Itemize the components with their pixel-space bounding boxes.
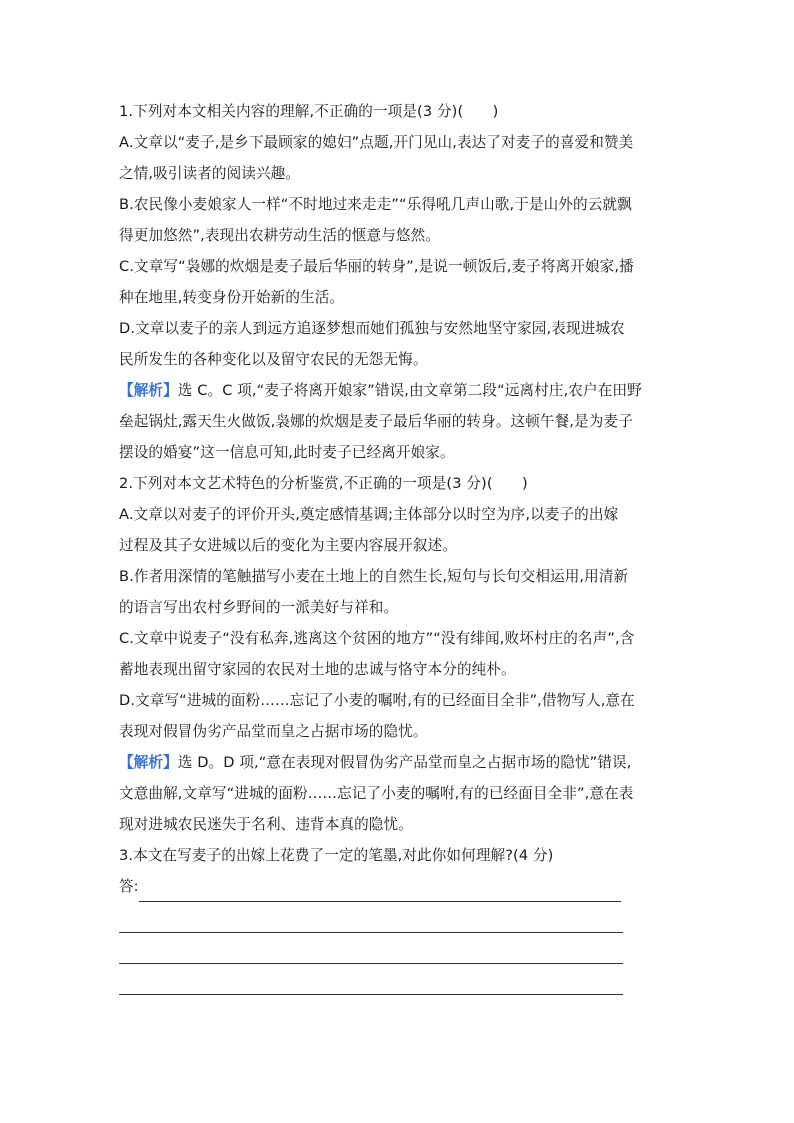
q1-analysis-text: 选 C。C 项,“麦子将离开娘家”错误,由文章第二段“远离村庄,农户在田野 xyxy=(177,382,642,399)
q2-analysis-line2: 文意曲解,文章写“进城的面粉……忘记了小麦的嘱咐,有的已经面目全非”,意在表 xyxy=(119,785,634,802)
q1-option-b-line2: 得更加悠然”,表现出农耕劳动生活的惬意与悠然。 xyxy=(119,227,440,244)
q2-option-d-line1: D.文章写“进城的面粉……忘记了小麦的嘱咐,有的已经面目全非”,借物写人,意在 xyxy=(119,692,635,709)
q2-option-a-line2: 过程及其子女进城以后的变化为主要内容展开叙述。 xyxy=(119,537,457,554)
answer-blank-line-2[interactable] xyxy=(119,902,623,933)
answer-blank-line-4[interactable] xyxy=(119,964,623,995)
answer-blank-line-3[interactable] xyxy=(119,933,623,964)
q2-analysis-text: 选 D。D 项,“意在表现对假冒伪劣产品堂而皇之占据市场的隐忧”错误, xyxy=(177,754,632,771)
q1-option-b-line1: B.农民像小麦娘家人一样“不时地过来走走”“乐得吼几声山歌,于是山外的云就飘 xyxy=(119,196,632,213)
answer-label: 答: xyxy=(119,878,139,895)
q1-option-d-line1: D.文章以麦子的亲人到远方追逐梦想而她们孤独与安然地坚守家园,表现进城农 xyxy=(119,320,625,337)
q2-option-b-line1: B.作者用深情的笔触描写小麦在土地上的自然生长,短句与长句交相运用,用清新 xyxy=(119,568,629,585)
q1-stem: 1.下列对本文相关内容的理解,不正确的一项是(3 分)( ) xyxy=(119,103,499,120)
answer-row xyxy=(119,871,679,902)
q2-analysis-line1 xyxy=(119,747,679,778)
analysis-tag: 【解析】 xyxy=(119,382,178,399)
q1-analysis-line2: 垒起锅灶,露天生火做饭,袅娜的炊烟是麦子最后华丽的转身。这顿午餐,是为麦子 xyxy=(119,413,633,430)
exam-page xyxy=(119,96,679,995)
q2-stem: 2.下列对本文艺术特色的分析鉴赏,不正确的一项是(3 分)( ) xyxy=(119,475,528,492)
q2-option-b-line2: 的语言写出农村乡野间的一派美好与祥和。 xyxy=(119,599,399,616)
answer-blank-line-1[interactable] xyxy=(139,879,621,902)
q1-option-a-line1: A.文章以“麦子,是乡下最顾家的媳妇”点题,开门见山,表达了对麦子的喜爱和赞美 xyxy=(119,134,634,151)
q1-option-d-line2: 民所发生的各种变化以及留守农民的无怨无悔。 xyxy=(119,351,428,368)
q1-analysis-line1 xyxy=(119,375,679,406)
q2-analysis-line3: 现对进城农民迷失于名利、违背本真的隐忧。 xyxy=(119,816,413,833)
q1-option-c-line2: 种在地里,转变身份开始新的生活。 xyxy=(119,289,345,306)
q3-stem: 3.本文在写麦子的出嫁上花费了一定的笔墨,对此你如何理解?(4 分) xyxy=(119,847,554,864)
q2-option-c-line1: C.文章中说麦子“没有私奔,逃离这个贫困的地方”“没有绯闻,败坏村庄的名声”,含 xyxy=(119,630,635,647)
q2-option-a-line1: A.文章以对麦子的评价开头,奠定感情基调;主体部分以时空为序,以麦子的出嫁 xyxy=(119,506,619,523)
q1-option-c-line1: C.文章写“袅娜的炊烟是麦子最后华丽的转身”,是说一顿饭后,麦子将离开娘家,播 xyxy=(119,258,634,275)
q2-option-c-line2: 蓄地表现出留守家园的农民对土地的忠诚与恪守本分的纯朴。 xyxy=(119,661,516,678)
q2-option-d-line2: 表现对假冒伪劣产品堂而皇之占据市场的隐忧。 xyxy=(119,723,428,740)
q1-option-a-line2: 之情,吸引读者的阅读兴趣。 xyxy=(119,165,301,182)
q1-analysis-line3: 摆设的婚宴”这一信息可知,此时麦子已经离开娘家。 xyxy=(119,444,455,461)
analysis-tag: 【解析】 xyxy=(119,754,178,771)
